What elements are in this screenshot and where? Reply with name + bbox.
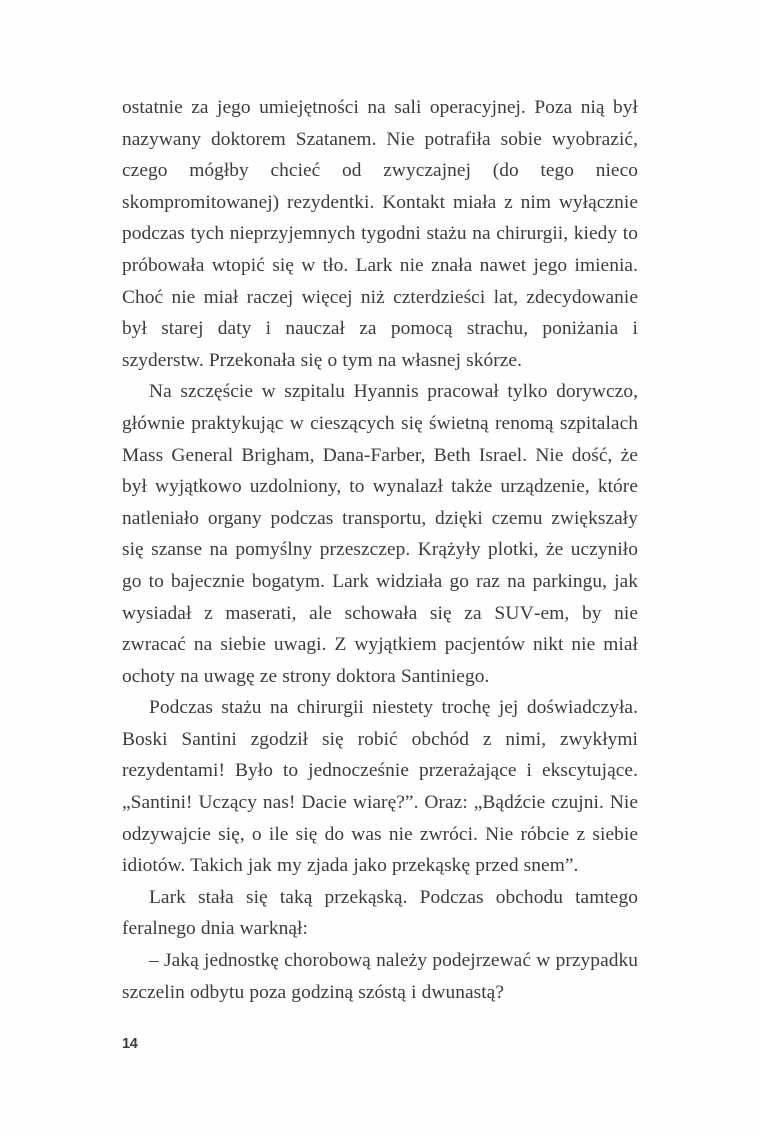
paragraph-4: Lark stała się taką przekąską. Podczas obchodu tamtego feralnego dnia warknął: <box>122 886 638 940</box>
paragraph-2-text-after: -em, by nie zwracać na siebie uwagi. Z wyjątkiem pacjentów nikt nie miał ochoty na uwagę ze strony doktora Santiniego. <box>122 602 638 687</box>
page-text-block <box>122 92 638 1008</box>
smallcaps-suv: SUV <box>494 602 535 624</box>
paragraph-2 <box>122 376 638 692</box>
paragraph-5-dialogue: – Jaką jednostkę chorobową należy podejrzewać w przypadku szczelin odbytu poza godziną szóstą i dwunastą? <box>122 950 638 1003</box>
paragraph-2-text-before: Na szczęście w szpitalu Hyannis pracował tylko dorywczo, głównie praktykując w cieszących się świetną renomą szpitalach Mass General Brigham, Dana-Farber, Beth Israel. Nie dość, że był wyjątkowo uzdolniony, to wynalazł także urządzenie, które natleniało organy podczas transportu, dzięki czemu zwiększały się szanse na pomyślny przeszczep. Krążyły plotki, że uczyniło go to bajecznie bogatym. Lark widziała go raz na parkingu, jak wysiadał z maserati, ale schowała się za <box>122 381 638 624</box>
paragraph-3: Podczas stażu na chirurgii niestety trochę jej doświadczyła. Boski Santini zgodził się robić obchód z nimi, zwykłymi rezydentami! Było to jednocześnie przerażające i ekscytujące. „Santini! Uczący nas! Dacie wiarę?”. Oraz: „Bądźcie czujni. Nie odzywajcie się, o ile się do was nie zwróci. Nie róbcie z siebie idiotów. Takich jak my zjada jako przekąskę przed snem”. <box>122 697 638 877</box>
paragraph-1: ostatnie za jego umiejętności na sali operacyjnej. Poza nią był nazywany doktorem Szatanem. Nie potrafiła sobie wyobrazić, czego mógłby chcieć od zwyczajnej (do tego nieco skompromitowanej) rezydentki. Kontakt miała z nim wyłącznie podczas tych nieprzyjemnych tygodni stażu na chirurgii, kiedy to próbowała wtopić się w tło. Lark nie znała nawet jego imienia. Choć nie miał raczej więcej niż czterdzieści lat, zdecydowanie był starej daty i nauczał za pomocą strachu, poniżania i szyderstw. Przekonała się o tym na własnej skórze. <box>122 97 638 371</box>
page-number: 14 <box>122 1036 138 1052</box>
